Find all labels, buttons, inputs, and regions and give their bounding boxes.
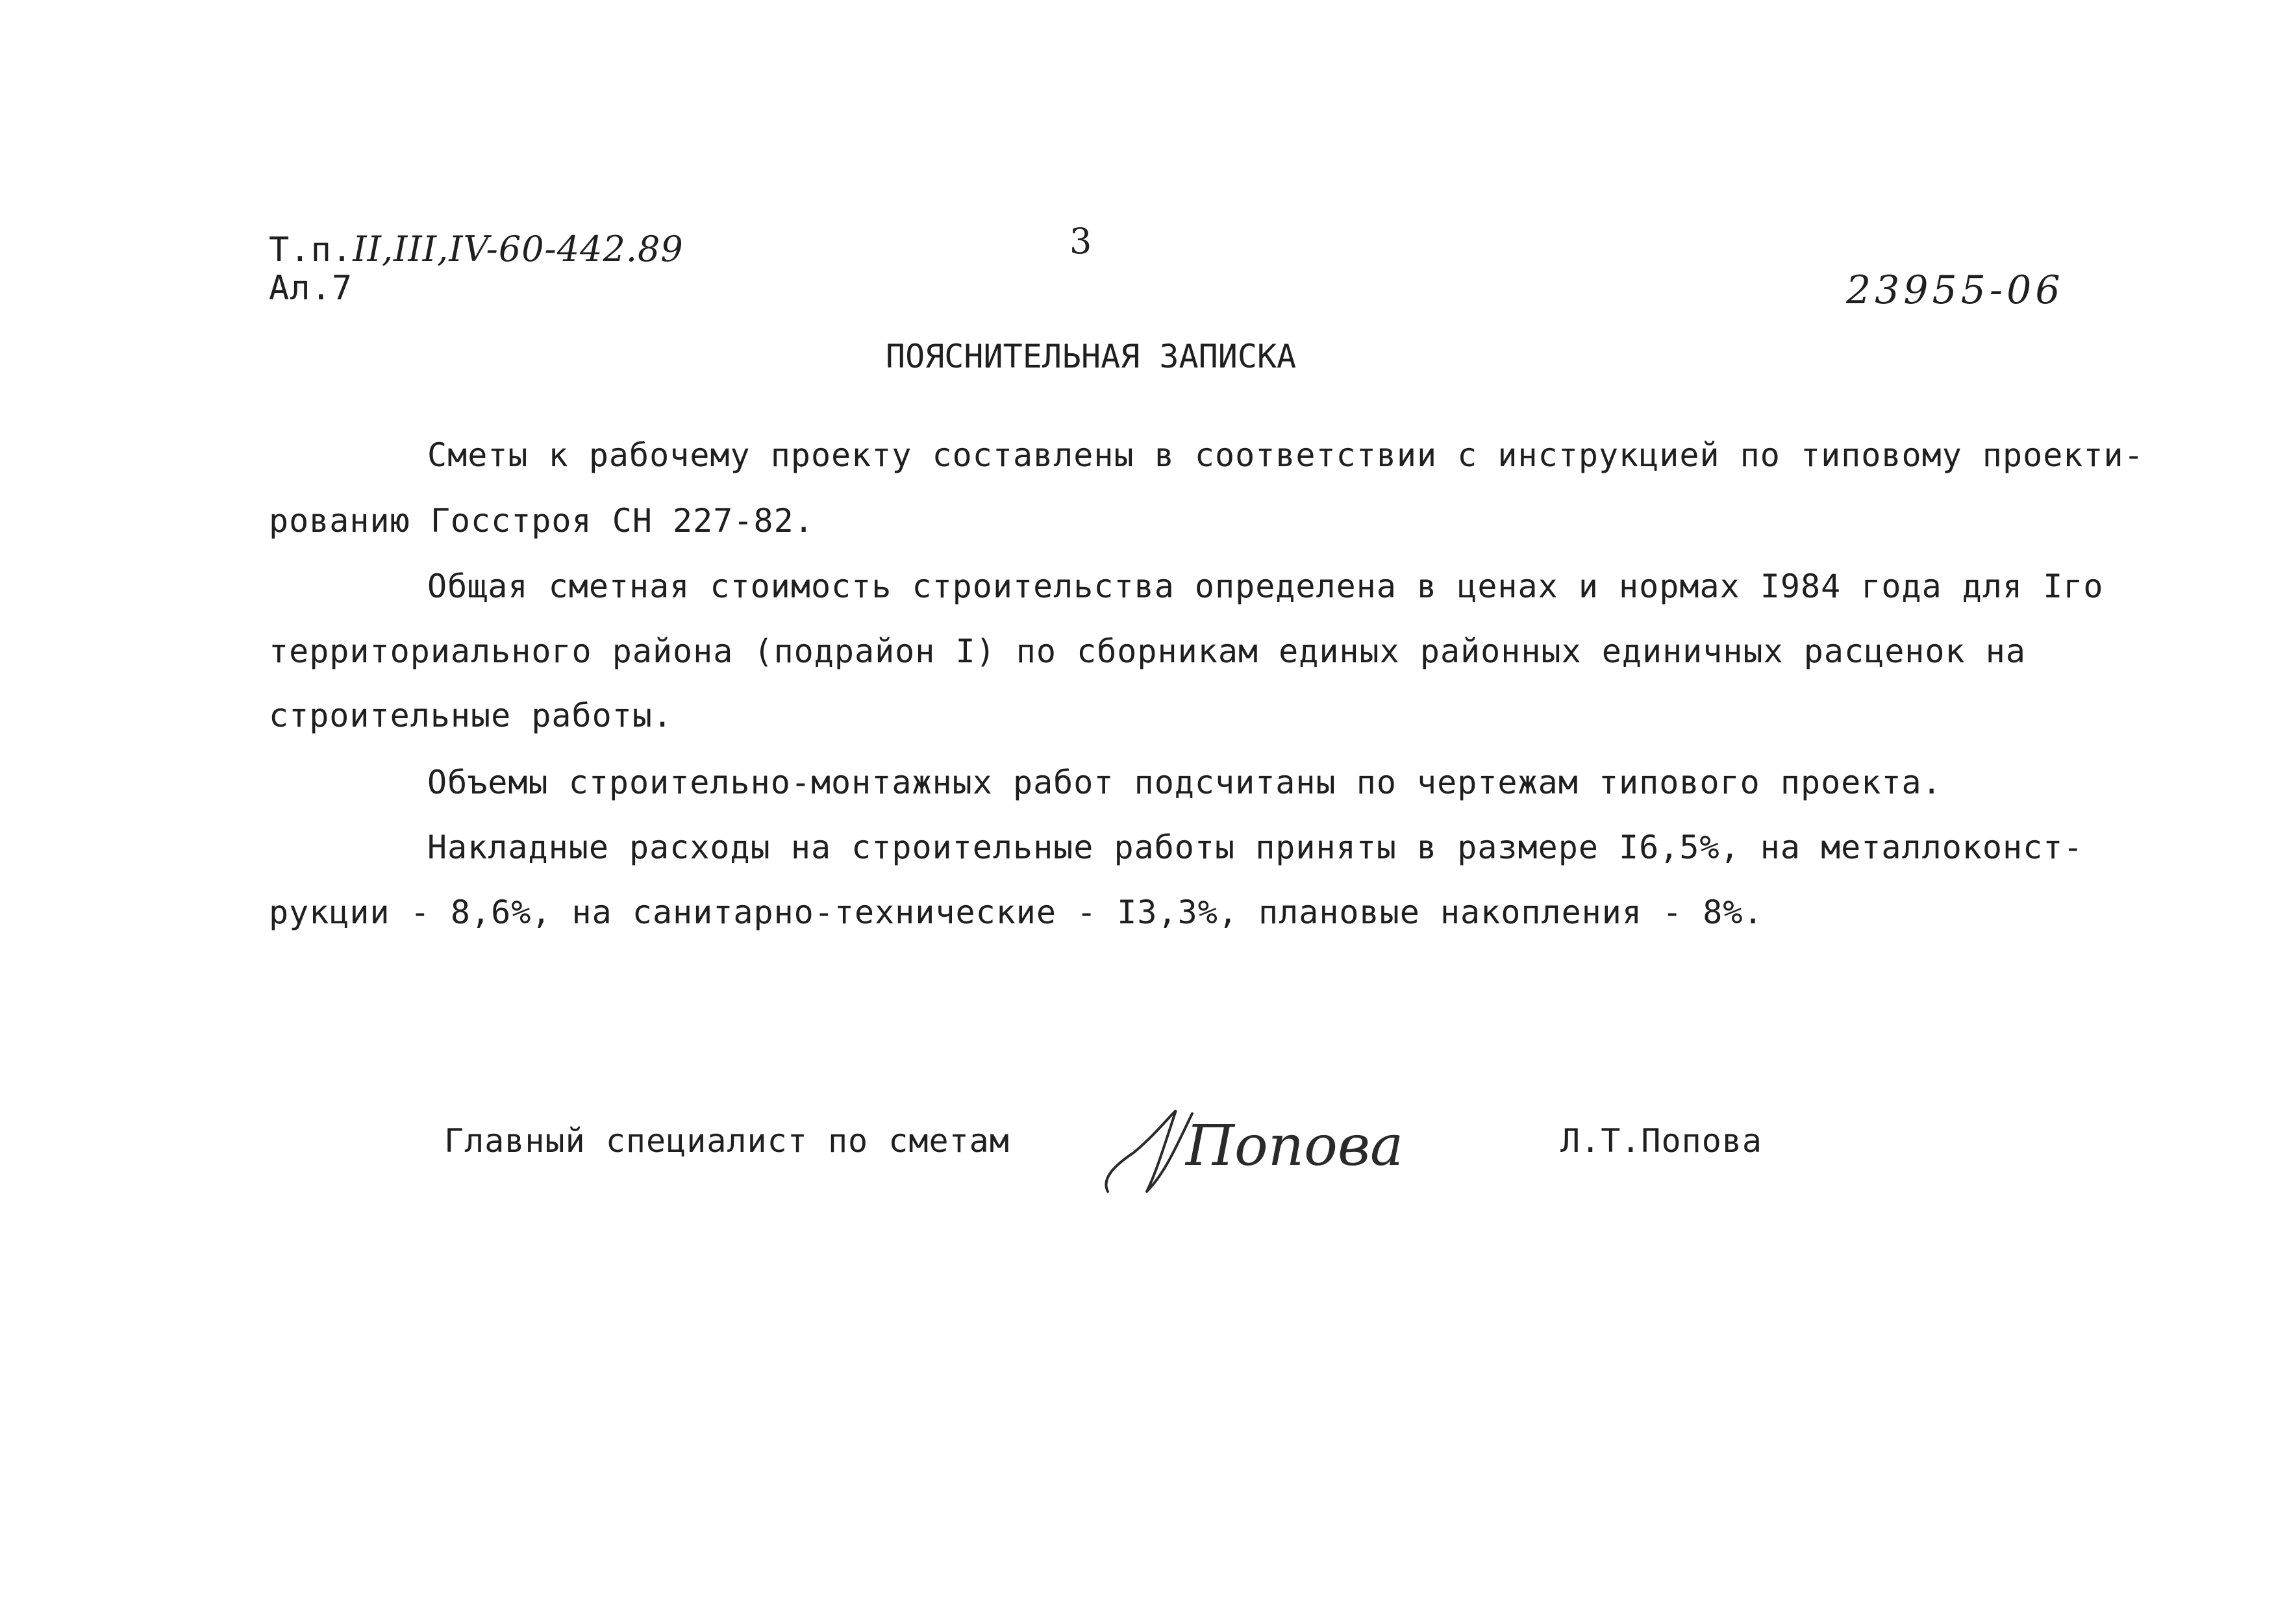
document-number: II,III,IV-60-442.89 [353, 229, 684, 269]
handwritten-signature [1095, 1101, 1404, 1205]
page-title: ПОЯСНИТЕЛЬНАЯ ЗАПИСКА [886, 338, 1297, 375]
body-line: рукции - 8,6%, на санитарно-технические - I3,3%, плановые накопления - 8%. [269, 893, 1764, 931]
archive-number: 23955-06 [1846, 268, 2064, 313]
body-line: Объемы строительно-монтажных работ подсчитаны по чертежам типового проекта. [427, 764, 1942, 801]
body-line: территориального района (подрайон I) по сборникам единых районных единичных расценок на [269, 632, 2026, 670]
signer-role: Главный специалист по сметам [444, 1122, 1010, 1160]
signature-text: Попова [1186, 1114, 1404, 1179]
document-code [269, 229, 684, 269]
album-number: Ал.7 [269, 269, 353, 308]
body-line: Накладные расходы на строительные работы приняты в размере I6,5%, на металлоконст- [427, 829, 2084, 866]
body-line: строительные работы. [269, 697, 673, 734]
document-type: Т.п. [269, 231, 353, 269]
body-line: рованию Госстроя СН 227-82. [269, 502, 814, 540]
body-line: Общая сметная стоимость строительства определена в ценах и нормах I984 года для Iго [427, 568, 2104, 605]
body-line: Сметы к рабочему проекту составлены в соответствии с инструкцией по типовому проекти- [427, 436, 2144, 474]
page-number: 3 [1069, 221, 1092, 262]
signer-name: Л.Т.Попова [1560, 1122, 1763, 1160]
